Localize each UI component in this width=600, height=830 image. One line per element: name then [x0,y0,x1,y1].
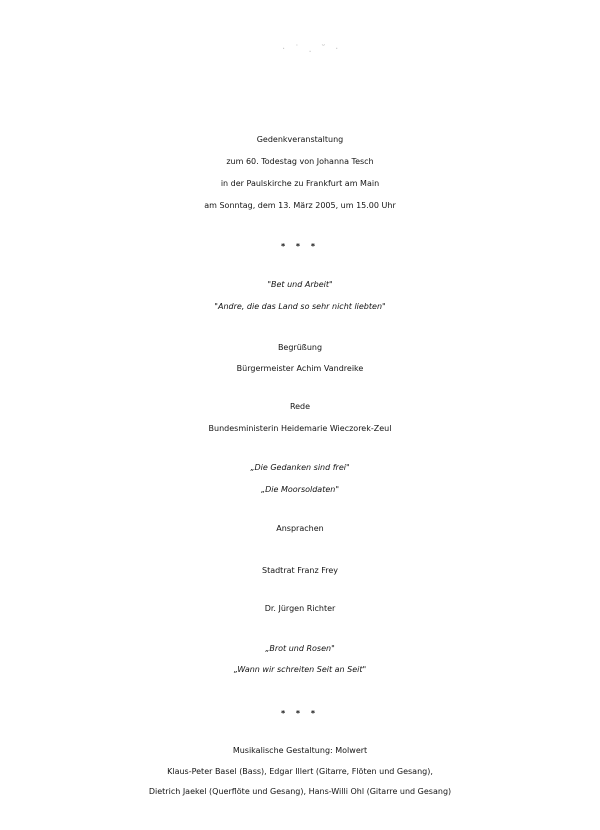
separator-bottom: * * * [280,709,320,718]
song-bet-und-arbeit: "Bet und Arbeit" [267,280,333,289]
music-title: Musikalische Gestaltung: Molwert [232,746,368,755]
greeting-label: Begrüßung [277,343,323,352]
event-title: Gedenkveranstaltung [256,135,344,144]
event-datetime: am Sonntag, dem 13. März 2005, um 15.00 Uhr [204,201,396,210]
addresses-label: Ansprachen [276,524,324,533]
speaker-frey: Stadtrat Franz Frey [261,566,338,575]
event-occasion: zum 60. Todestag von Johanna Tesch [226,157,374,166]
speech-label: Rede [289,402,311,411]
song-brot-und-rosen: „Brot und Rosen" [265,644,335,653]
scan-artifact: · ˙ . ˘ · [282,44,342,55]
separator-top: * * * [280,242,320,251]
song-andre: "Andre, die das Land so sehr nicht liebten" [214,302,386,311]
speech-speaker: Bundesministerin Heidemarie Wieczorek-Zeul [208,424,392,433]
speaker-richter: Dr. Jürgen Richter [264,604,336,613]
event-venue: in der Paulskirche zu Frankfurt am Main [220,179,380,188]
song-seit-an-seit: „Wann wir schreiten Seit an Seit" [233,665,367,674]
greeting-speaker: Bürgermeister Achim Vandreike [236,364,364,373]
music-line-1: Klaus-Peter Basel (Bass), Edgar Illert (Gitarre, Flöten und Gesang), [167,767,433,776]
music-line-2: Dietrich Jaekel (Querflöte und Gesang), Hans-Willi Ohl (Gitarre und Gesang) [148,787,452,796]
song-gedanken-sind-frei: „Die Gedanken sind frei" [250,463,350,472]
song-moorsoldaten: „Die Moorsoldaten" [260,485,340,494]
